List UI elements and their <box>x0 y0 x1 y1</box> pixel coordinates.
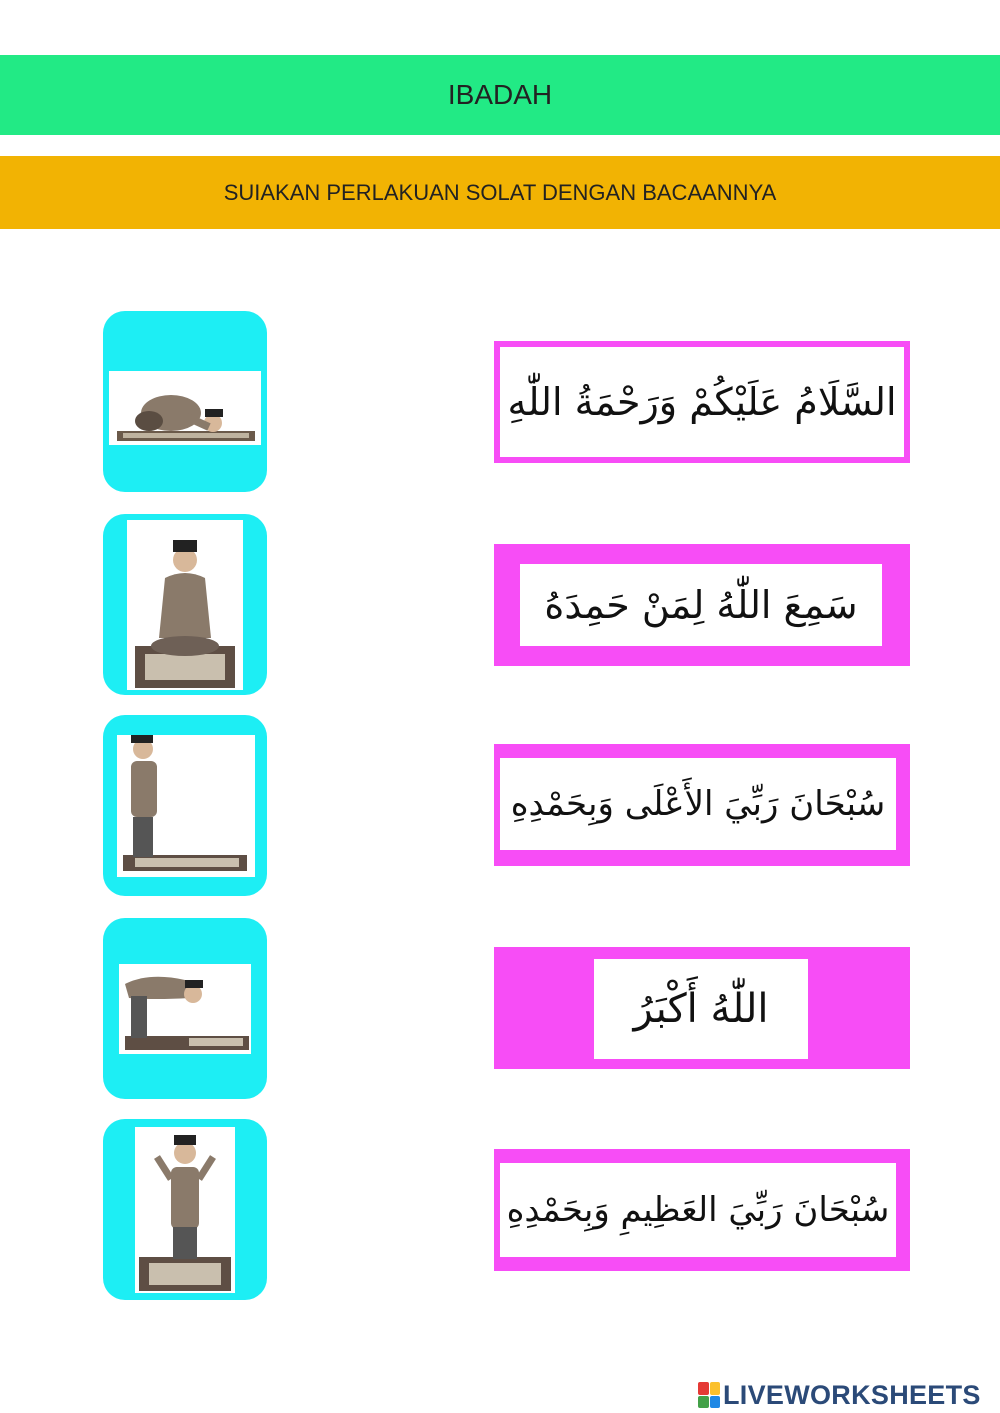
reading-card-1[interactable] <box>494 341 910 463</box>
takbir-posture-icon <box>135 1127 235 1293</box>
reading-text: سَمِعَ اللّٰهُ لِمَنْ حَمِدَهُ <box>544 583 858 627</box>
page-title: IBADAH <box>447 79 553 110</box>
reading-text: اللّٰهُ أَكْبَرُ <box>633 986 769 1032</box>
reading-text: سُبْحَانَ رَبِّيَ العَظِيمِ وَبِحَمْدِهِ <box>506 1190 890 1230</box>
posture-card-2[interactable] <box>103 514 267 695</box>
reading-card-5[interactable] <box>494 1149 910 1271</box>
posture-card-4[interactable] <box>103 918 267 1099</box>
title-banner <box>0 55 1000 135</box>
reading-card-2[interactable] <box>494 544 910 666</box>
brand-name: LIVEWORKSHEETS <box>723 1379 981 1410</box>
liveworksheets-logo <box>698 1378 981 1412</box>
sujud-posture-icon <box>109 371 261 445</box>
duduk-posture-icon <box>127 520 243 690</box>
reading-card-3[interactable] <box>494 744 910 866</box>
qiyam-posture-icon <box>117 735 255 877</box>
reading-text: سُبْحَانَ رَبِّيَ الأَعْلَى وَبِحَمْدِهِ <box>510 784 886 824</box>
instruction-banner <box>0 156 1000 229</box>
posture-card-3[interactable] <box>103 715 267 896</box>
posture-card-1[interactable] <box>103 311 267 492</box>
liveworksheets-logo-icon <box>698 1382 720 1408</box>
reading-card-4[interactable] <box>494 947 910 1069</box>
rukuk-posture-icon <box>119 964 251 1054</box>
instruction-text: SUIAKAN PERLAKUAN SOLAT DENGAN BACAANNYA <box>223 179 777 205</box>
posture-card-5[interactable] <box>103 1119 267 1300</box>
reading-text: السَّلَامُ عَلَيْكُمْ وَرَحْمَةُ اللّٰهِ <box>507 380 897 424</box>
